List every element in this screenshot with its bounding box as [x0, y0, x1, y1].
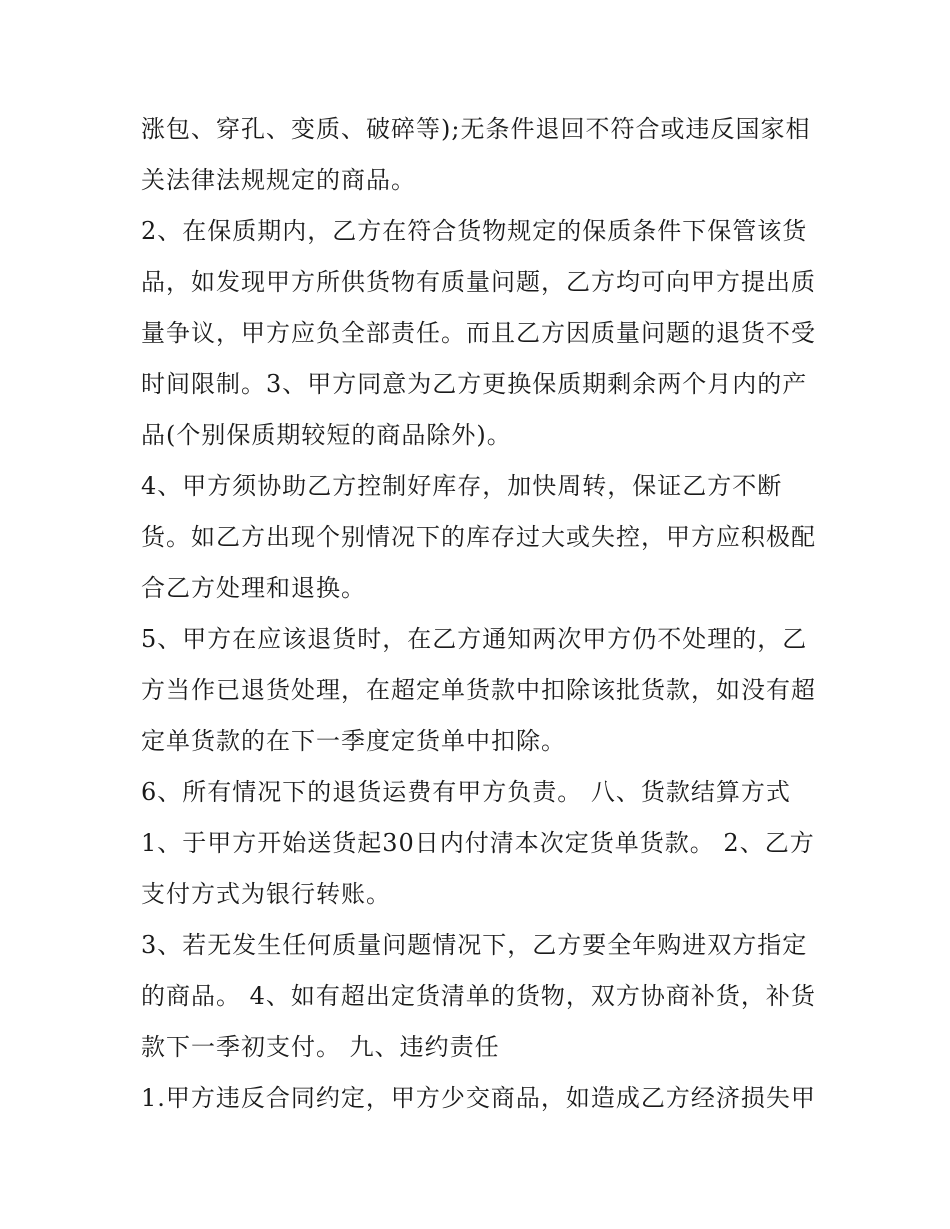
text-line: 4、甲方须协助乙方控制好库存，加快周转，保证乙方不断: [141, 472, 783, 500]
text-line: 涨包、穿孔、变质、破碎等);无条件退回不符合或违反国家相: [141, 115, 811, 143]
text-line: 2、在保质期内，乙方在符合货物规定的保质条件下保管该货: [141, 217, 808, 245]
text-line: 款下一季初支付。 九、违约责任: [141, 1033, 500, 1061]
text-line: 支付方式为银行转账。: [141, 880, 391, 908]
text-line: 货。如乙方出现个别情况下的库存过大或失控，甲方应积极配: [141, 523, 816, 551]
text-line: 品(个别保质期较短的商品除外)。: [141, 421, 512, 449]
text-line: 合乙方处理和退换。: [141, 574, 366, 602]
text-line: 6、所有情况下的退货运费有甲方负责。 八、货款结算方式: [141, 778, 791, 806]
text-line: 定单货款的在下一季度定货单中扣除。: [141, 727, 566, 755]
contract-text-body: [141, 104, 821, 1124]
text-line: 量争议，甲方应负全部责任。而且乙方因质量问题的退货不受: [141, 319, 816, 347]
text-line: 1.甲方违反合同约定，甲方少交商品，如造成乙方经济损失甲: [141, 1084, 816, 1112]
text-line: 1、于甲方开始送货起30日内付清本次定货单货款。 2、乙方: [141, 829, 815, 857]
text-line: 品，如发现甲方所供货物有质量问题，乙方均可向甲方提出质: [141, 268, 816, 296]
text-line: 方当作已退货处理，在超定单货款中扣除该批货款，如没有超: [141, 676, 816, 704]
text-line: 的商品。 4、如有超出定货清单的货物，双方协商补货，补货: [141, 982, 816, 1010]
text-line: 时间限制。3、甲方同意为乙方更换保质期剩余两个月内的产: [141, 370, 808, 398]
text-line: 3、若无发生任何质量问题情况下，乙方要全年购进双方指定: [141, 931, 808, 959]
text-line: 关法律法规规定的商品。: [141, 166, 416, 194]
text-line: 5、甲方在应该退货时，在乙方通知两次甲方仍不处理的，乙: [141, 625, 808, 653]
